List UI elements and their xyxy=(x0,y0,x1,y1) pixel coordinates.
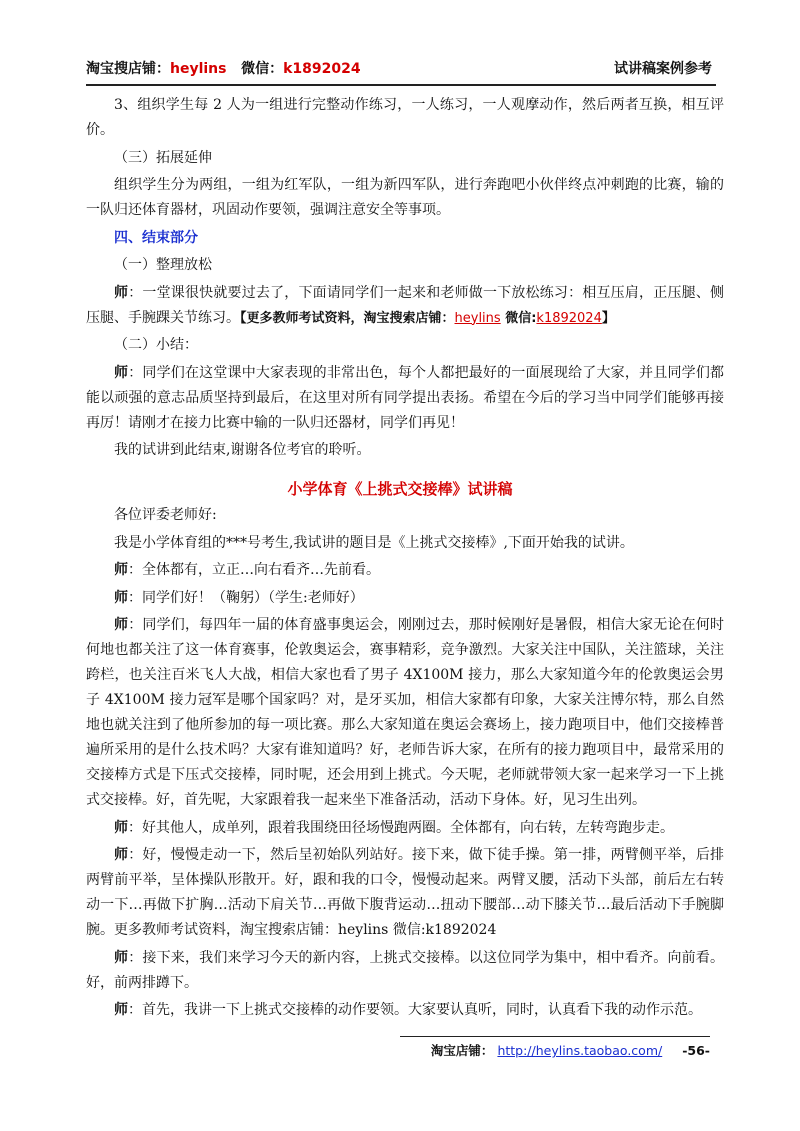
header-shop-info xyxy=(86,58,361,78)
speech-text: ：首先，我讲一下上挑式交接棒的动作要领。大家要认真听，同时，认真看下我的动作示范。 xyxy=(128,1002,702,1018)
subheading-summary: （二）小结： xyxy=(114,337,198,353)
speaker-label: 师 xyxy=(114,364,129,381)
section-heading-end: 四、结束部分 xyxy=(114,229,198,246)
section-part1 xyxy=(86,93,724,466)
footer-url-link[interactable]: http://heylins.taobao.com/ xyxy=(497,1043,663,1058)
footer-label: 淘宝店铺： xyxy=(430,1043,494,1058)
header-shop-label: 淘宝搜店铺： xyxy=(86,61,170,77)
speaker-label: 师 xyxy=(114,589,128,606)
subheading-relax: （一）整理放松 xyxy=(114,257,212,273)
paragraph-teacher xyxy=(86,361,724,436)
speech-text: ：全体都有，立正…向右看齐…先前看。 xyxy=(128,562,380,578)
ad-wechat-link[interactable]: k1892024 xyxy=(536,310,602,326)
paragraph: 组织学生分为两组，一组为红军队，一组为新四军队，进行奔跑吧小伙伴终点冲刺跑的比赛，输的一队归还体育器材，巩固动作要领，强调注意安全等事项。 xyxy=(86,177,724,218)
speaker-label: 师 xyxy=(114,617,129,633)
header-wechat-label: 微信： xyxy=(241,61,284,77)
ad-shop-link[interactable]: heylins xyxy=(454,310,501,326)
ad-open: 【更多教师考试资料，淘宝搜索店铺： xyxy=(240,310,455,326)
document-title: 小学体育《上挑式交接棒》试讲稿 xyxy=(287,480,513,498)
speaker-label: 师 xyxy=(114,1002,128,1018)
ad-close: 】 xyxy=(601,310,615,326)
paragraph-teacher xyxy=(86,998,724,1023)
page-footer xyxy=(400,1036,710,1059)
paragraph-teacher xyxy=(86,816,724,841)
speech-text: ：同学们好！（鞠躬）（学生:老师好） xyxy=(128,589,364,606)
speaker-label: 师 xyxy=(114,819,128,836)
speaker-label: 师 xyxy=(114,562,128,578)
paragraph-teacher xyxy=(86,843,724,943)
header-right-title: 试讲稿案例参考 xyxy=(614,61,712,77)
paragraph-greeting: 各位评委老师好: xyxy=(114,507,217,523)
speech-text: ：同学们，每四年一届的体育盛事奥运会，刚刚过去，那时候刚好是暑假，相信大家无论在何时何地也都关注了这一体育赛事，伦敦奥运会，赛事精彩，竞争激烈。大家关注中国队，关注篮球，关注跨栏，也关注百米飞人大战，相信大家也看了男子 4X100M 接力，那么大家知道今年的伦敦奥运会男子 4X100M 接力冠军是哪个国家吗？对，是牙买加，相信大家都有印象，大家关注博尔特，那么自然地也就关注到了他所参加的每一项比赛。那么大家知道在奥运会赛场上，接力跑项目中，他们交接棒普遍所采用的是什么技术吗？大家有谁知道吗？好，老师告诉大家，在所有的接力跑项目中，最常采用的交接棒方式是下压式交接棒，同时呢，还会用到上挑式。今天呢，老师就带领大家一起来学习一下上挑式交接棒。好，首先呢，大家跟着我一起来坐下准备活动，活动下身体。好，见习生出列。 xyxy=(86,617,725,808)
page-number: -56- xyxy=(682,1043,710,1058)
speech-text: ：好其他人，成单列，跟着我围绕田径场慢跑两圈。全体都有，向右转，左转弯跑步走。 xyxy=(128,819,674,836)
ad-wechat-label: 微信: xyxy=(500,310,537,326)
paragraph-intro: 我是小学体育组的***号考生,我试讲的题目是《上挑式交接棒》,下面开始我的试讲。 xyxy=(114,534,634,551)
speaker-label: 师 xyxy=(114,284,129,301)
header-wechat-id: k1892024 xyxy=(283,61,361,77)
paragraph-teacher xyxy=(86,946,724,996)
paragraph: 3、组织学生每 2 人为一组进行完整动作练习，一人练习，一人观摩动作，然后两者互换，相互评价。 xyxy=(86,97,724,138)
subheading-extension: （三）拓展延伸 xyxy=(114,149,212,166)
speech-text: ：同学们在这堂课中大家表现的非常出色，每个人都把最好的一面展现给了大家，并且同学们都能以顽强的意志品质坚持到最后，在这里对所有同学提出表扬。希望在今后的学习当中同学们能够再接再厉！请刚才在接力比赛中输的一队归还器材，同学们再见！ xyxy=(86,364,725,431)
paragraph-closing: 我的试讲到此结束,谢谢各位考官的聆听。 xyxy=(114,442,371,458)
header-shop-name: heylins xyxy=(170,61,227,77)
page-header xyxy=(86,54,716,86)
speech-text: ：接下来，我们来学习今天的新内容，上挑式交接棒。以这位同学为集中，相中看齐。向前看。好，前两排蹲下。 xyxy=(86,949,725,991)
speaker-label: 师 xyxy=(114,949,129,966)
ad-text xyxy=(240,311,615,326)
section-part2 xyxy=(86,503,724,1026)
speaker-label: 师 xyxy=(114,847,129,863)
speech-text: ：一堂课很快就要过去了，下面请同学们一起来和老师做一下放松练习：相互压肩，正压腿、侧压腿、手腕踝关节练习。 xyxy=(86,284,725,326)
speech-text: ：好，慢慢走动一下，然后呈初始队列站好。接下来，做下徒手操。第一排，两臂侧平举，后排两臂前平举，呈体操队形散开。好，跟和我的口令，慢慢动起来。两臂叉腰，活动下头部，前后左右转动一下…再做下扩胸…活动下肩关节…再做下腹背运动…扭动下腰部…动下膝关节…最后活动下手腕脚腕。更多教师考试资料，淘宝搜索店铺：heylins 微信:k1892024 xyxy=(86,847,725,938)
paragraph-teacher xyxy=(86,281,724,331)
paragraph-teacher xyxy=(86,613,724,813)
paragraph-teacher xyxy=(86,586,724,611)
paragraph-teacher xyxy=(86,558,724,583)
